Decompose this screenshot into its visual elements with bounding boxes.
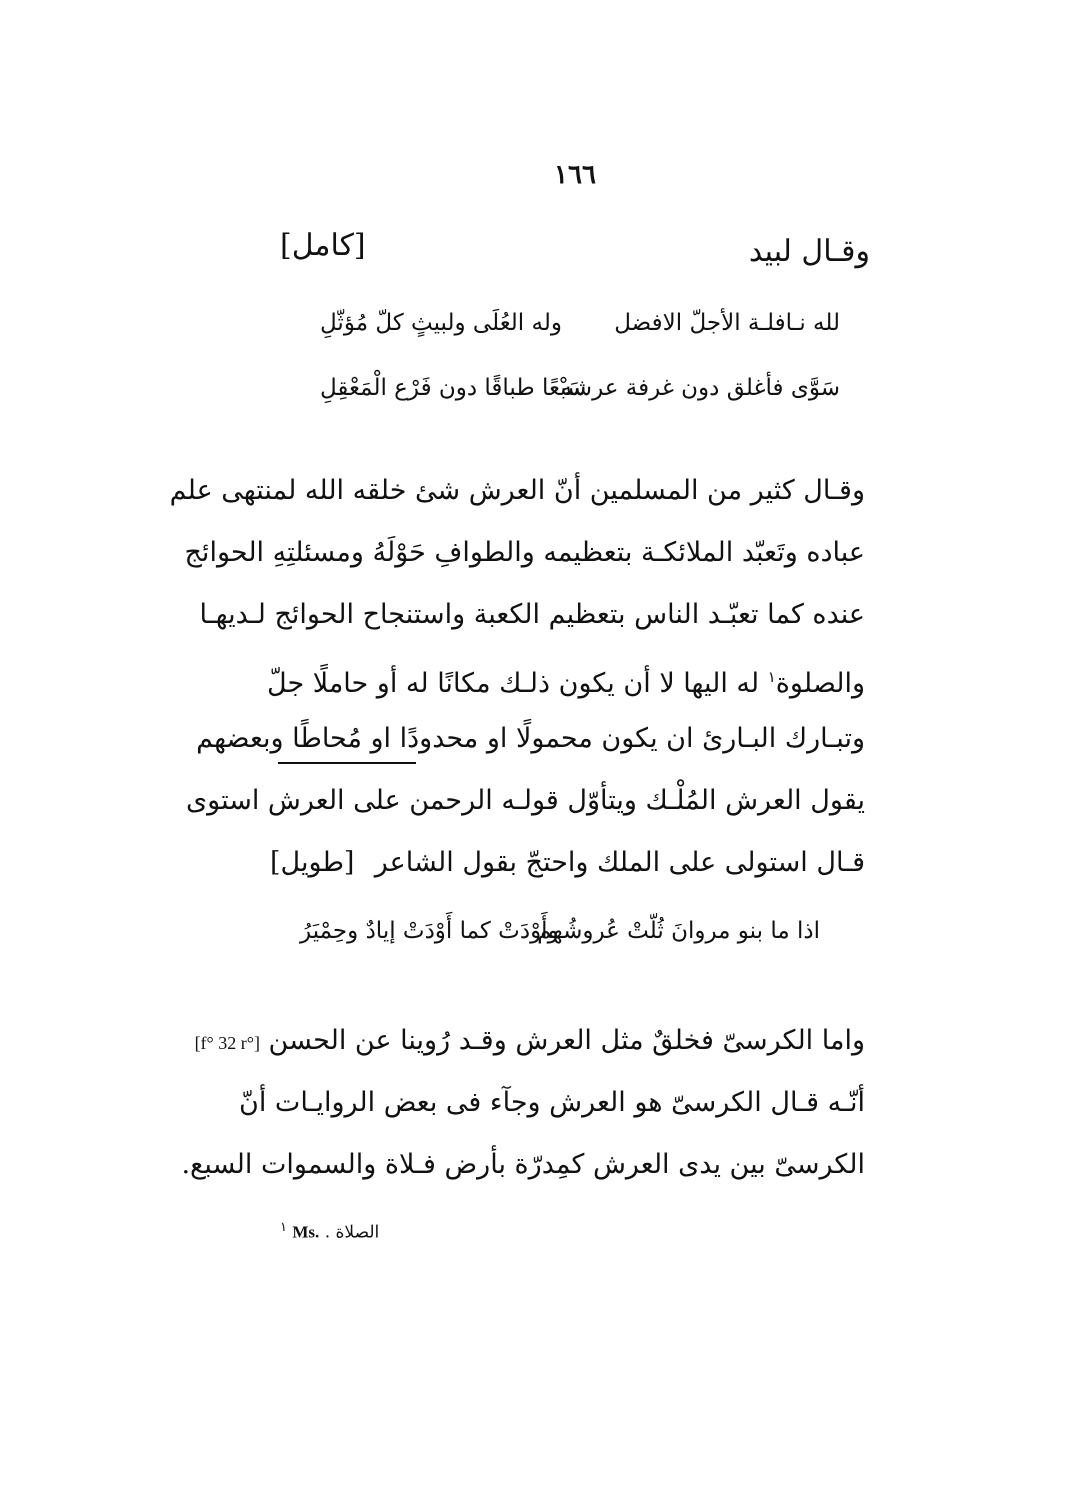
hemistich-first: اذا ما بنو مروانَ ثُلّتْ عُروشُهم (537, 918, 820, 944)
text-line: الكرسىّ بين يدى العرش كمِدرّة بأرض فـلاة والسموات السبع. (181, 1149, 865, 1180)
text-line-with-footnote (267, 646, 865, 708)
footnote-mark: ١ (280, 1220, 287, 1235)
paragraph-throne (169, 460, 865, 894)
footnote-text: الصلاة . (324, 1222, 380, 1243)
verse-line (270, 375, 870, 419)
hemistich-second: وأَوْدَتْ كما أَوْدَتْ إيادٌ وحِمْيَرُ (300, 918, 559, 944)
speaker-label: وقـال لبيد (748, 234, 870, 269)
page-number: ١٦٦ (554, 160, 596, 190)
footnote-ref: ١ (767, 668, 776, 686)
text-line: وقـال كثير من المسلمين أنّ العرش شئ خلقه الله لمنتهى علم (169, 475, 865, 506)
hemistich-second: وله العُلَى ولبيثٍ كلّ مُؤثّلِ (320, 310, 562, 336)
meter-label: [كامل] (280, 228, 366, 263)
text-line-last (270, 832, 865, 894)
text-line-underlined (196, 708, 865, 770)
text-line: عنده كما تعبّـد الناس بتعظيم الكعبة واستنجاح الحوائج لـديهـا (199, 599, 865, 630)
hemistich-second: سَبْعًا طباقًا دون فَرْع الْمَعْقِلِ (320, 375, 587, 401)
text-after-ref: له اليها لا أن يكون ذلـك مكانًا له أو حاملًا جلّ (267, 668, 768, 699)
text-line: عباده وتَعبّد الملائكـة بتعظيمه والطوافِ حَوْلَهُ ومسئلتِهِ الحوائج (184, 537, 865, 568)
meter-label: [طويل] (270, 847, 355, 878)
underline-mark (278, 762, 416, 764)
manuscript-label: Ms. (292, 1222, 320, 1242)
verse-line (270, 918, 870, 962)
text-line: قـال استولى على الملك واحتجّ بقول الشاعر (374, 847, 865, 878)
text-before-ref: والصلوة (775, 668, 865, 699)
text-line: يقول العرش المُلْـك ويتأوّل قولـه الرحمن على العرش استوى (186, 785, 865, 816)
verse-line (270, 310, 870, 354)
footnote (280, 1220, 580, 1243)
text-line-with-folio (194, 1010, 865, 1072)
folio-marker: [f° 32 r°] (194, 1033, 260, 1053)
text-line: أنّـه قـال الكرسىّ هو العرش وجآء فى بعض الروايـات أنّ (238, 1087, 865, 1118)
paragraph-kursi (181, 1010, 865, 1196)
text-line: واما الكرسىّ فخلقٌ مثل العرش وقـد رُوينا عن الحسن (268, 1025, 865, 1056)
section-heading (270, 228, 870, 278)
text-line: وتبـارك البـارئ ان يكون محمولًا او محدودًا او مُحاطًا وبعضهم (196, 723, 865, 754)
hemistich-first: سَوَّى فأغلق دون غرفة عرشه (560, 375, 840, 401)
hemistich-first: لله نـافلـة الأجلّ الافضل (614, 310, 840, 336)
